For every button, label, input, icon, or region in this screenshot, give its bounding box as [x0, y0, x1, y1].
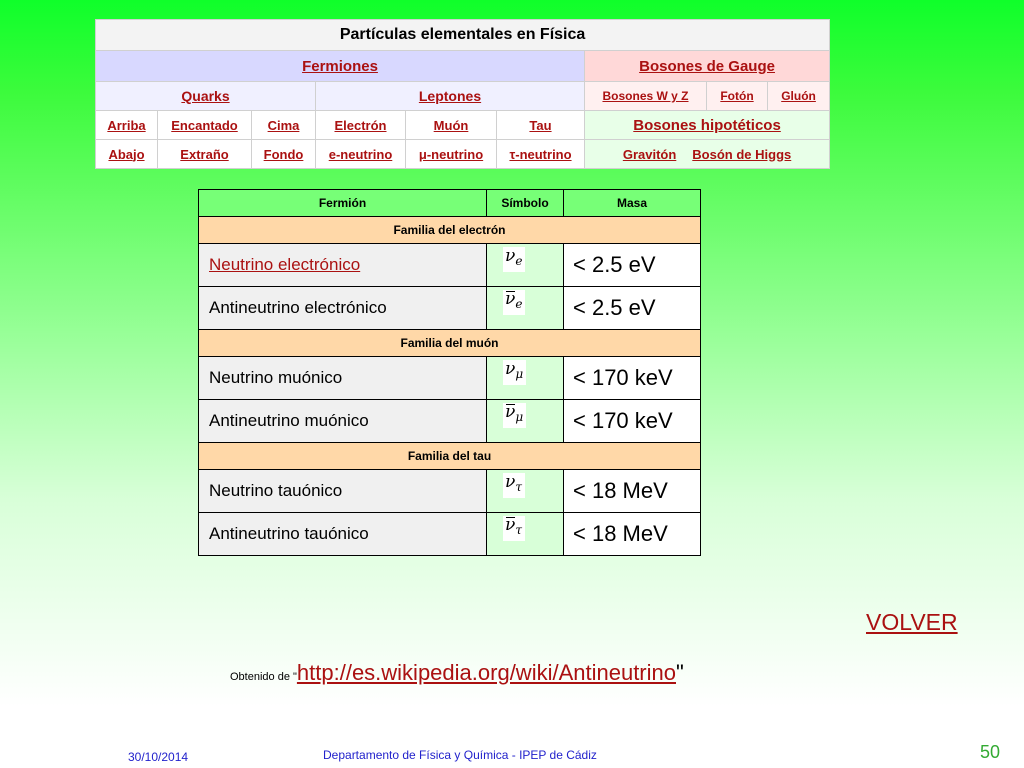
symbol-cell — [487, 513, 564, 556]
leptones-link[interactable]: Leptones — [418, 88, 482, 104]
header-simbolo: Símbolo — [487, 190, 564, 217]
symbol-cell — [487, 470, 564, 513]
source-link[interactable]: http://es.wikipedia.org/wiki/Antineutrino — [296, 660, 676, 685]
footer-date: 30/10/2014 — [128, 750, 189, 764]
fermion-name: Antineutrino electrónico — [199, 287, 487, 330]
higgs-link[interactable]: Bosón de Higgs — [692, 146, 792, 162]
nav-cell — [158, 111, 252, 140]
antineutrino-symbol: $\nu_\tau$ — [503, 516, 525, 541]
extrano-link[interactable]: Extraño — [180, 146, 229, 162]
nav-cell — [252, 111, 316, 140]
fermion-name: Neutrino tauónico — [199, 470, 487, 513]
nav-bosones-wz-cell — [585, 82, 707, 111]
muon-link[interactable]: Muón — [433, 117, 469, 133]
nav-cell — [497, 111, 585, 140]
tau-neutrino-link[interactable]: τ-neutrino — [509, 146, 572, 162]
antineutrino-symbol: $\nu_e$ — [503, 290, 525, 315]
fondo-link[interactable]: Fondo — [263, 146, 304, 162]
table-row — [199, 470, 701, 513]
nav-cell — [96, 111, 158, 140]
foton-link[interactable]: Fotón — [720, 89, 754, 103]
table-row — [199, 357, 701, 400]
fermion-name: Antineutrino tauónico — [199, 513, 487, 556]
table-row — [199, 400, 701, 443]
neutrino-symbol: $\nu_e$ — [503, 247, 525, 272]
nav-bosones-cell — [585, 51, 830, 82]
particles-nav-table — [95, 19, 830, 169]
nav-hipoteticos-cell — [585, 111, 830, 140]
electron-link[interactable]: Electrón — [334, 117, 387, 133]
mass-value: < 18 MeV — [564, 470, 701, 513]
quarks-link[interactable]: Quarks — [181, 88, 230, 104]
fermion-name: Neutrino muónico — [199, 357, 487, 400]
nav-cell — [252, 140, 316, 169]
fermion-name: Antineutrino muónico — [199, 400, 487, 443]
nav-hipoteticos-items — [585, 140, 830, 169]
bosones-hipoteticos-link[interactable]: Bosones hipotéticos — [633, 116, 781, 134]
page-number: 50 — [980, 742, 1001, 762]
mass-value: < 170 keV — [564, 400, 701, 443]
table-row — [199, 513, 701, 556]
nav-cell — [158, 140, 252, 169]
footer-department: Departamento de Física y Química - IPEP de Cádiz — [323, 748, 597, 762]
mass-value: < 2.5 eV — [564, 287, 701, 330]
fermion-name — [199, 244, 487, 287]
gluon-link[interactable]: Gluón — [781, 89, 816, 103]
nav-cell — [316, 140, 406, 169]
family-heading: Familia del electrón — [199, 217, 701, 244]
mass-value: < 2.5 eV — [564, 244, 701, 287]
nav-cell — [406, 140, 497, 169]
family-heading: Familia del muón — [199, 330, 701, 357]
family-heading: Familia del tau — [199, 443, 701, 470]
source-prefix: Obtenido de " — [230, 671, 297, 683]
header-masa: Masa — [564, 190, 701, 217]
symbol-cell — [487, 357, 564, 400]
neutrino-symbol: $\nu_\mu$ — [503, 360, 526, 385]
header-fermion: Fermión — [199, 190, 487, 217]
tau-link[interactable]: Tau — [529, 117, 552, 133]
abajo-link[interactable]: Abajo — [108, 146, 145, 162]
source-suffix: " — [676, 660, 684, 685]
neutrino-symbol: $\nu_\tau$ — [503, 473, 525, 498]
mass-value: < 18 MeV — [564, 513, 701, 556]
nav-fermiones-cell — [96, 51, 585, 82]
nav-cell — [96, 140, 158, 169]
neutrino-table — [198, 189, 701, 556]
table-row — [199, 287, 701, 330]
fermiones-link[interactable]: Fermiones — [302, 57, 378, 75]
source-citation — [230, 660, 684, 686]
e-neutrino-link[interactable]: e-neutrino — [328, 146, 393, 162]
mu-neutrino-link[interactable]: μ-neutrino — [418, 146, 484, 162]
symbol-cell — [487, 244, 564, 287]
nav-title: Partículas elementales en Física — [96, 20, 830, 51]
bosones-gauge-link[interactable]: Bosones de Gauge — [639, 57, 775, 75]
symbol-cell — [487, 400, 564, 443]
table-row — [199, 244, 701, 287]
nav-foton-cell — [707, 82, 768, 111]
volver-link[interactable]: VOLVER — [866, 609, 958, 635]
neutrino-electronico-link[interactable]: Neutrino electrónico — [209, 255, 361, 274]
cima-link[interactable]: Cima — [267, 117, 300, 133]
graviton-link[interactable]: Gravitón — [622, 146, 677, 162]
nav-cell — [497, 140, 585, 169]
bosones-wz-link[interactable]: Bosones W y Z — [602, 89, 689, 103]
nav-quarks-cell — [96, 82, 316, 111]
nav-cell — [406, 111, 497, 140]
mass-value: < 170 keV — [564, 357, 701, 400]
nav-leptones-cell — [316, 82, 585, 111]
arriba-link[interactable]: Arriba — [107, 117, 146, 133]
encantado-link[interactable]: Encantado — [171, 117, 238, 133]
antineutrino-symbol: $\nu_\mu$ — [503, 403, 526, 428]
nav-cell — [316, 111, 406, 140]
nav-gluon-cell — [768, 82, 830, 111]
symbol-cell — [487, 287, 564, 330]
